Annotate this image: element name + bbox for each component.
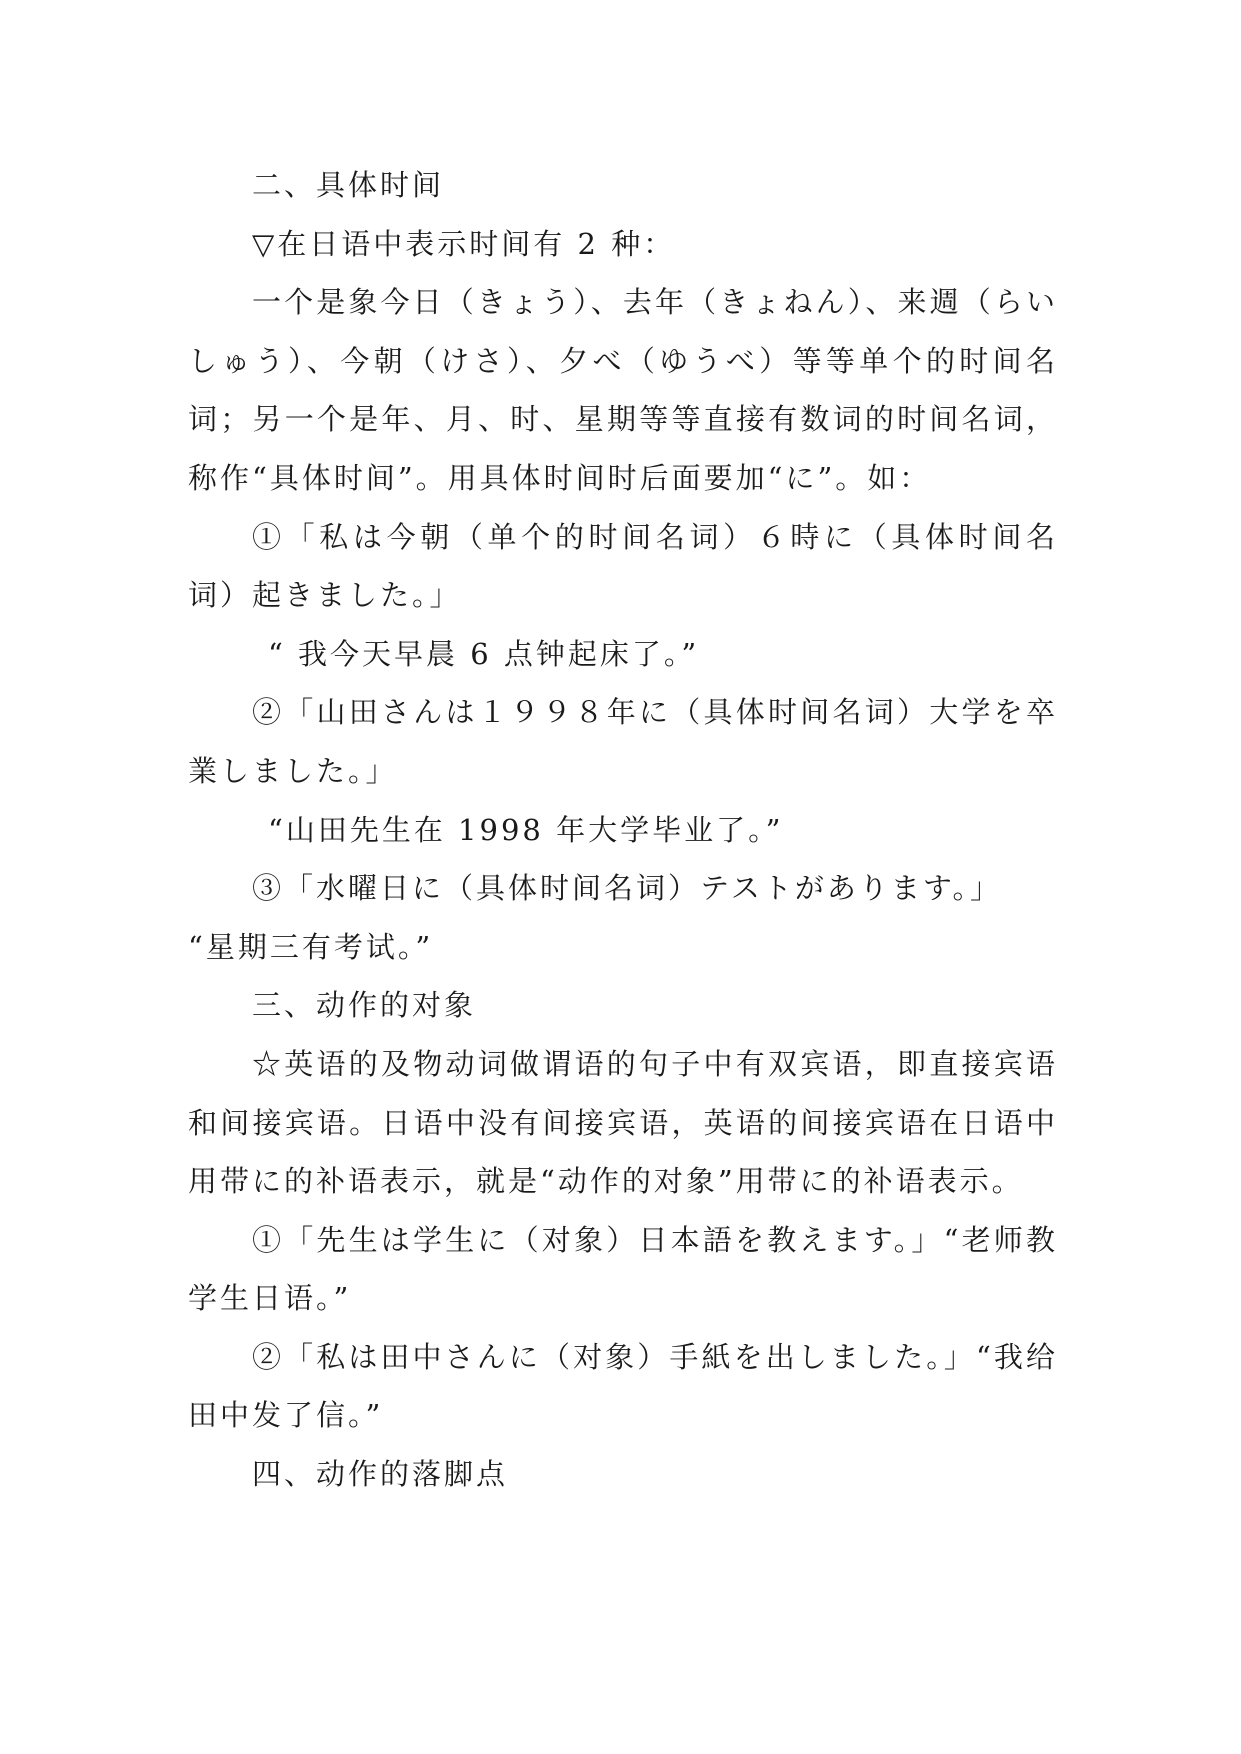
section-heading-action-object: 三、动作的对象 (252, 988, 477, 1023)
paragraph-double-object: ☆英语的及物动词做谓语的句子中有双宾语，即直接宾语和间接宾语。日语中没有间接宾语，英语的间接宾语在日语中用带に的补语表示，就是“动作的对象”用带に的补语表示。 (188, 1046, 1058, 1199)
paragraph-two-kinds: ▽在日语中表示时间有 2 种： (252, 226, 676, 261)
example-3-translation: “星期三有考试。” (188, 929, 434, 964)
example-object-1: ①「先生は学生に（对象）日本語を教えます。」“老师教学生日语。” (188, 1222, 1058, 1316)
section-heading-action-destination: 四、动作的落脚点 (252, 1457, 509, 1492)
example-object-2: ②「私は田中さんに（对象）手紙を出しました。」“我给田中发了信。” (188, 1339, 1058, 1433)
example-2-translation: “山田先生在 1998 年大学毕业了。” (268, 812, 784, 847)
example-1-japanese: ①「私は今朝（单个的时间名词）６時に（具体时间名词）起きました。」 (188, 519, 1058, 613)
document-body (188, 156, 1058, 1504)
example-3-japanese: ③「水曜日に（具体时间名词）テストがあります。」 (252, 871, 1003, 906)
paragraph-time-nouns: 一个是象今日（きょう）、去年（きょねん）、来週（らいしゅう）、今朝（けさ）、夕べ（ゆうべ）等等单个的时间名词；另一个是年、月、时、星期等等直接有数词的时间名词，称作“具体时间”。用具体时间时后面要加“に”。如： (188, 285, 1058, 495)
example-1-translation: “ 我今天早晨 6 点钟起床了。” (268, 636, 700, 671)
section-heading-specific-time: 二、具体时间 (252, 168, 445, 202)
example-2-japanese: ②「山田さんは１９９８年に（具体时间名词）大学を卒業しました。」 (188, 695, 1058, 788)
